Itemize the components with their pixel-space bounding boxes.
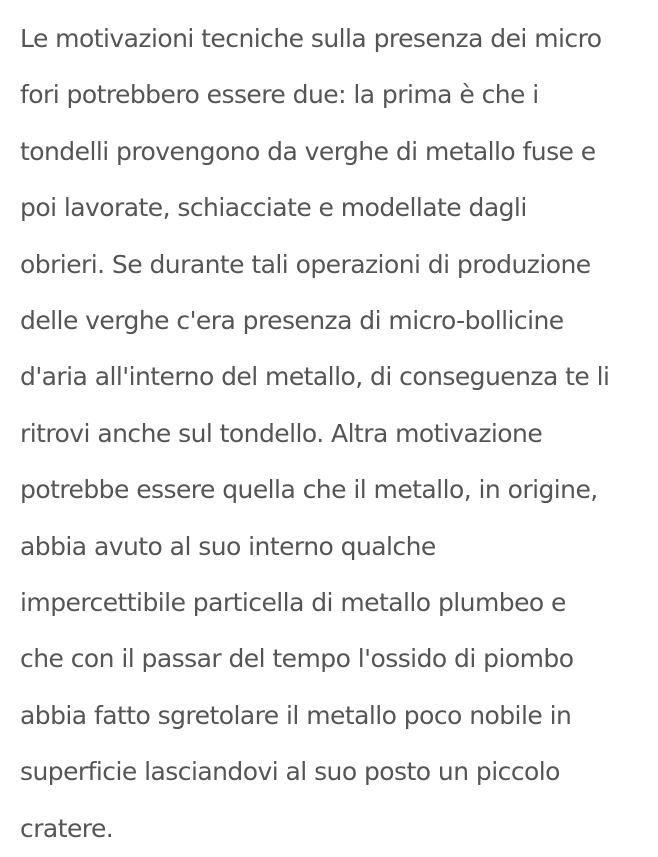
paragraph-line: fori potrebbero essere due: la prima è che i bbox=[20, 80, 539, 110]
paragraph-line: che con il passar del tempo l'ossido di piombo bbox=[20, 644, 574, 674]
paragraph-line: d'aria all'interno del metallo, di conseguenza te li bbox=[20, 362, 610, 392]
article-paragraph bbox=[20, 11, 646, 857]
paragraph-line: cratere. bbox=[20, 813, 114, 843]
paragraph-line: superficie lasciandovi al suo posto un piccolo bbox=[20, 757, 560, 787]
paragraph-line: impercettibile particella di metallo plumbeo e bbox=[20, 588, 566, 618]
paragraph-line: tondelli provengono da verghe di metallo fuse e bbox=[20, 136, 596, 166]
paragraph-line: delle verghe c'era presenza di micro-bollicine bbox=[20, 306, 564, 336]
paragraph-line: ritrovi anche sul tondello. Altra motivazione bbox=[20, 418, 543, 448]
paragraph-line: poi lavorate, schiacciate e modellate dagli bbox=[20, 193, 527, 223]
paragraph-line: potrebbe essere quella che il metallo, in origine, bbox=[20, 475, 598, 505]
paragraph-line: abbia fatto sgretolare il metallo poco nobile in bbox=[20, 700, 572, 730]
paragraph-line: obrieri. Se durante tali operazioni di produzione bbox=[20, 249, 591, 279]
paragraph-line: Le motivazioni tecniche sulla presenza dei micro bbox=[20, 24, 602, 53]
paragraph-line: abbia avuto al suo interno qualche bbox=[20, 531, 436, 561]
